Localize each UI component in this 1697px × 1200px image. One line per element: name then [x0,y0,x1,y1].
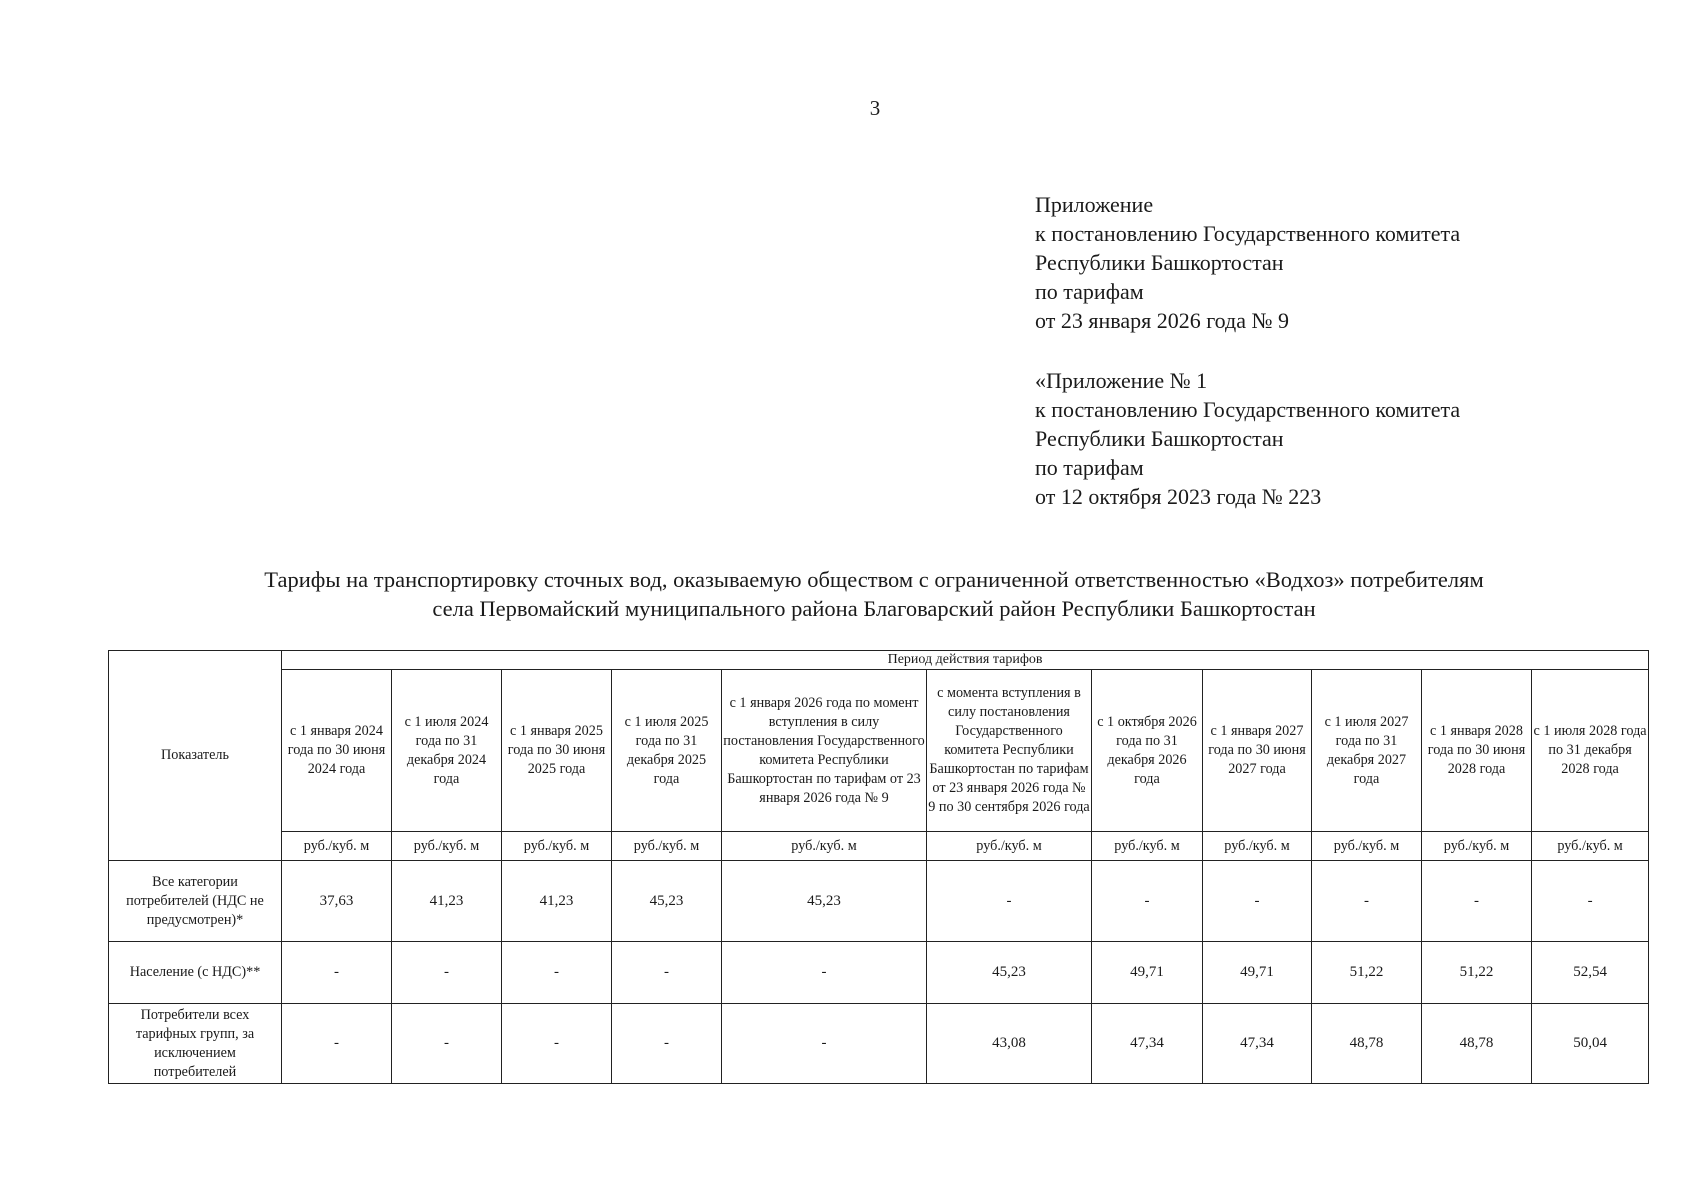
period-cell: с 1 июля 2027 года по 31 декабря 2027 года [1312,670,1422,832]
period-cell: с 1 января 2025 года по 30 июня 2025 года [502,670,612,832]
row-label: Все категории потребителей (НДС не предусмотрен)* [109,861,282,942]
tariff-value: - [1312,861,1422,942]
period-cell: с 1 января 2026 года по момент вступления в силу постановления Государственного комитета Республики Башкортостан по тарифам от 23 января 2026 года № 9 [722,670,927,832]
appendix-line: Республики Башкортостан [1035,426,1284,451]
tariff-value: - [722,1004,927,1084]
document-title [100,565,1648,623]
period-row [109,670,1649,832]
tariff-value: - [1422,861,1532,942]
unit-row [109,832,1649,861]
tariff-value: 45,23 [612,861,722,942]
tariff-value: 37,63 [282,861,392,942]
unit-cell: руб./куб. м [1422,832,1532,861]
tariff-value: - [502,1004,612,1084]
period-cell: с 1 января 2028 года по 30 июня 2028 года [1422,670,1532,832]
approval-line: от 23 января 2026 года № 9 [1035,308,1289,333]
unit-cell: руб./куб. м [722,832,927,861]
original-appendix-block [1035,366,1460,511]
tariff-value: - [392,942,502,1004]
unit-cell: руб./куб. м [502,832,612,861]
approval-line: Приложение [1035,192,1154,217]
row-label: Население (с НДС)** [109,942,282,1004]
tariff-value: 49,71 [1092,942,1203,1004]
indicator-header: Показатель [109,651,282,861]
tariff-value: 51,22 [1312,942,1422,1004]
tariff-value: 45,23 [927,942,1092,1004]
unit-cell: руб./куб. м [927,832,1092,861]
period-cell: с 1 октября 2026 года по 31 декабря 2026 года [1092,670,1203,832]
tariff-value: 50,04 [1532,1004,1649,1084]
tariff-value: - [392,1004,502,1084]
appendix-line: «Приложение № 1 [1035,368,1208,393]
appendix-line: к постановлению Государственного комитета [1035,397,1461,422]
unit-cell: руб./куб. м [282,832,392,861]
unit-cell: руб./куб. м [1092,832,1203,861]
tariff-value: 52,54 [1532,942,1649,1004]
tariff-value: - [722,942,927,1004]
approval-line: по тарифам [1035,279,1144,304]
approval-block [1035,190,1460,335]
unit-cell: руб./куб. м [1203,832,1312,861]
tariff-value: - [927,861,1092,942]
page-number: 3 [869,96,881,120]
period-cell: с 1 января 2024 года по 30 июня 2024 года [282,670,392,832]
tariff-value: - [282,942,392,1004]
table-row [109,1004,1649,1084]
period-cell: с 1 июля 2025 года по 31 декабря 2025 года [612,670,722,832]
appendix-line: по тарифам [1035,455,1144,480]
tariff-value: 47,34 [1203,1004,1312,1084]
table-row [109,942,1649,1004]
table-row [109,861,1649,942]
period-cell: с 1 июля 2028 года по 31 декабря 2028 года [1532,670,1649,832]
tariff-value: - [1203,861,1312,942]
tariff-table [108,650,1649,1084]
period-cell: с 1 июля 2024 года по 31 декабря 2024 года [392,670,502,832]
unit-cell: руб./куб. м [392,832,502,861]
tariff-value: 47,34 [1092,1004,1203,1084]
tariff-value: 51,22 [1422,942,1532,1004]
period-cell: с момента вступления в силу постановления Государственного комитета Республики Башкортостан по тарифам от 23 января 2026 года № 9 по 30 сентября 2026 года [927,670,1092,832]
row-label: Потребители всех тарифных групп, за исключением потребителей [109,1004,282,1084]
approval-line: Республики Башкортостан [1035,250,1284,275]
tariff-value: 49,71 [1203,942,1312,1004]
tariff-value: 41,23 [502,861,612,942]
document-title-line-1: Тарифы на транспортировку сточных вод, оказываемую обществом с ограниченной ответственностью «Водхоз» потребителям [264,567,1484,592]
unit-cell: руб./куб. м [1532,832,1649,861]
tariff-value: 48,78 [1312,1004,1422,1084]
unit-cell: руб./куб. м [1312,832,1422,861]
period-cell: с 1 января 2027 года по 30 июня 2027 года [1203,670,1312,832]
appendix-line: от 12 октября 2023 года № 223 [1035,484,1322,509]
tariff-value: 41,23 [392,861,502,942]
tariff-value: - [612,1004,722,1084]
tariff-value: - [612,942,722,1004]
approval-line: к постановлению Государственного комитета [1035,221,1461,246]
tariff-value: - [502,942,612,1004]
tariff-value: 48,78 [1422,1004,1532,1084]
unit-cell: руб./куб. м [612,832,722,861]
tariff-value: 43,08 [927,1004,1092,1084]
tariff-value: - [282,1004,392,1084]
tariff-value: - [1532,861,1649,942]
tariff-value: 45,23 [722,861,927,942]
document-title-line-2: села Первомайский муниципального района Благоварский район Республики Башкортостан [432,596,1316,621]
period-header: Период действия тарифов [282,651,1649,670]
tariff-value: - [1092,861,1203,942]
